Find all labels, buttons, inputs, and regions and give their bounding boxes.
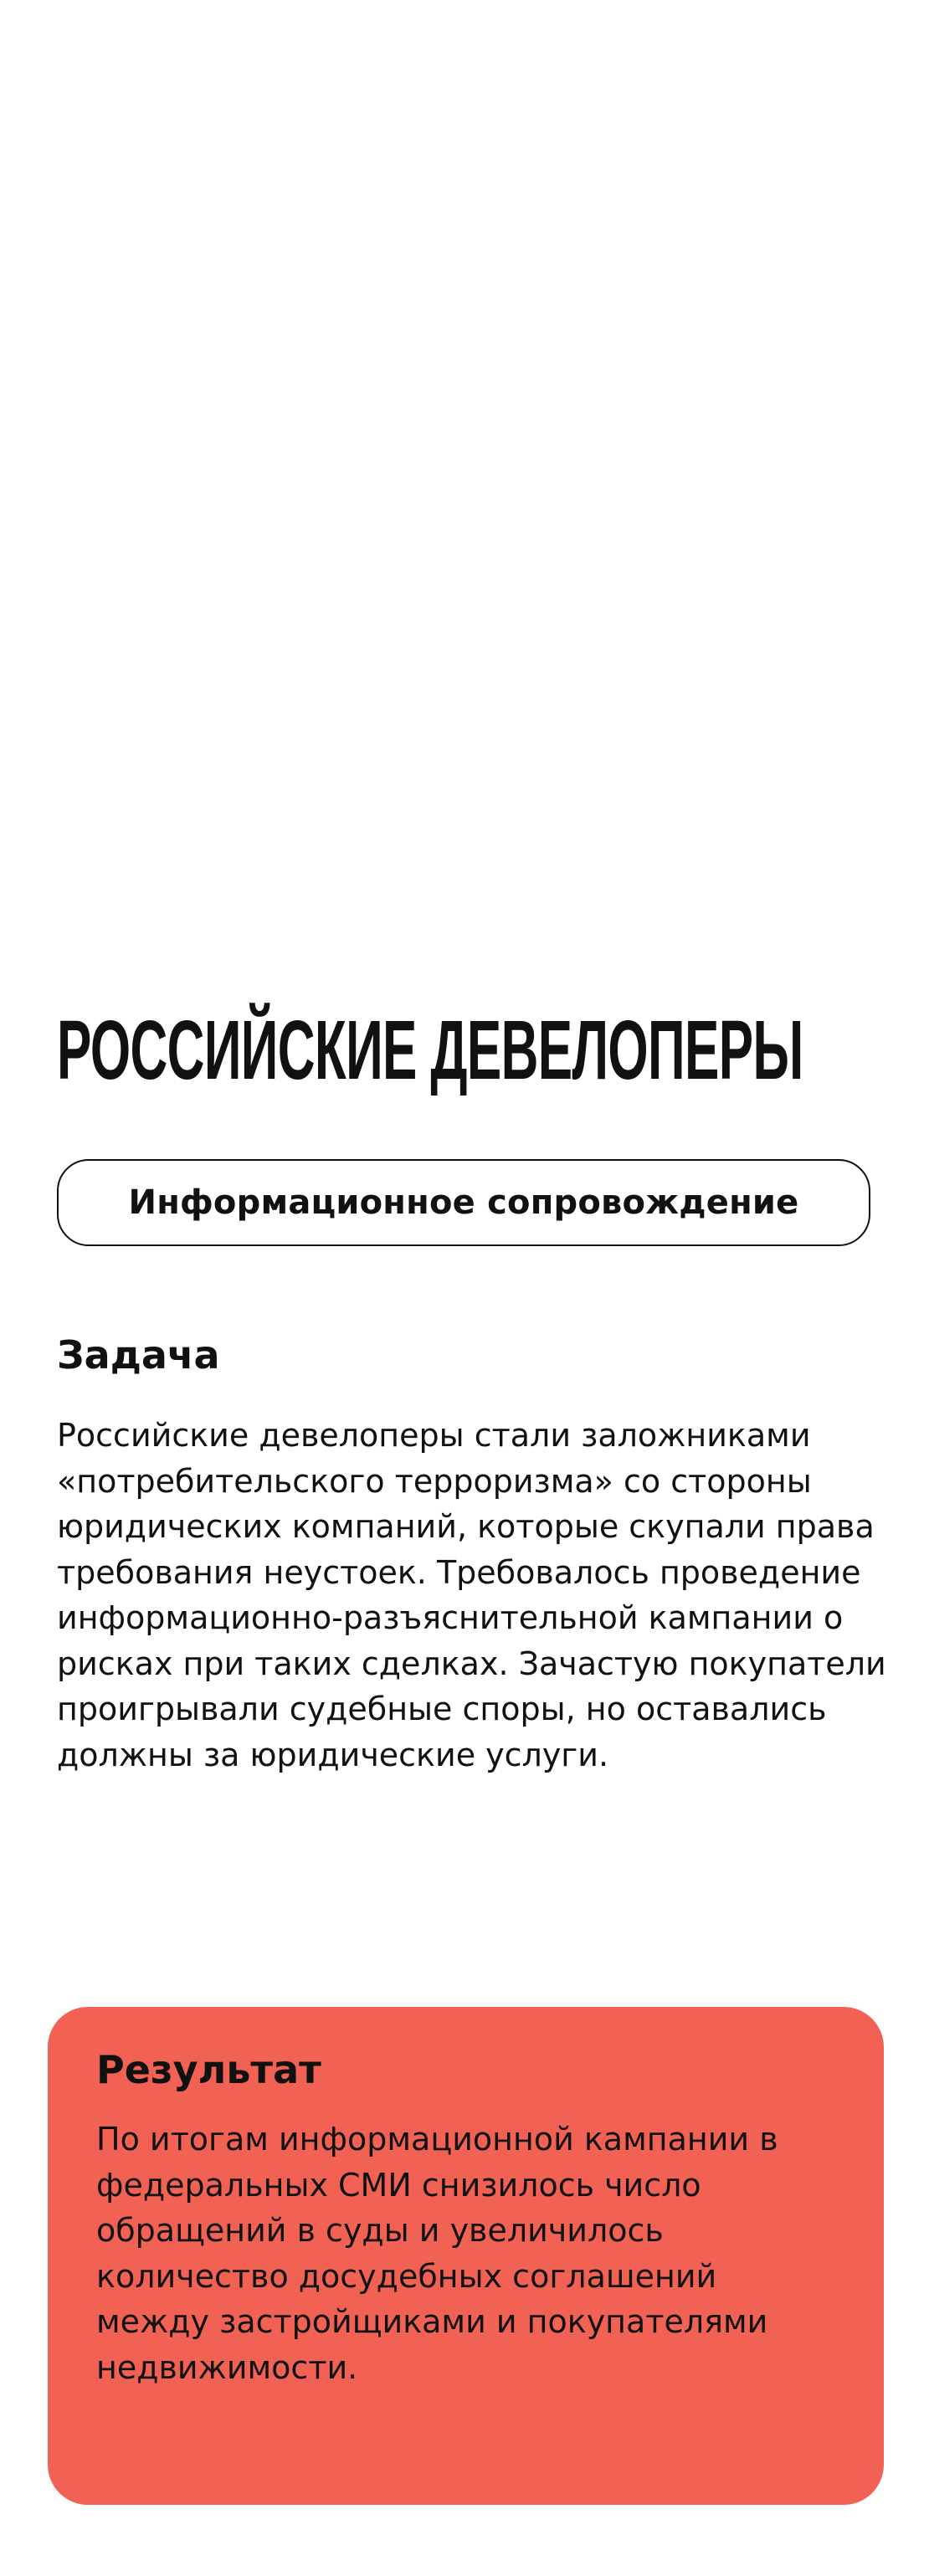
service-tag-label: Информационное сопровождение — [128, 1183, 799, 1222]
task-description: Российские девелоперы стали заложниками «потребительского терроризма» со стороны юридических компаний, которые скупали права требования неустоек. Требовалось проведение информационно-разъяснительной кампании о рисках при таких сделках. Зачастую покупатели проигрывали судебные споры, но оставались должны за юридические услуги. — [57, 1417, 886, 1773]
page-title: РОССИЙСКИЕ ДЕВЕЛОПЕРЫ — [57, 1003, 803, 1097]
result-card — [48, 2007, 884, 2505]
service-tag — [57, 1159, 870, 1246]
hero-empty-area — [0, 0, 929, 962]
result-heading: Результат — [96, 2047, 321, 2092]
result-description: По итогам информационной кампании в федеральных СМИ снизилось число обращений в суды и увеличилось количество досудебных соглашений между застройщиками и покупателями недвижимости. — [96, 2121, 778, 2386]
task-heading: Задача — [57, 1332, 220, 1378]
